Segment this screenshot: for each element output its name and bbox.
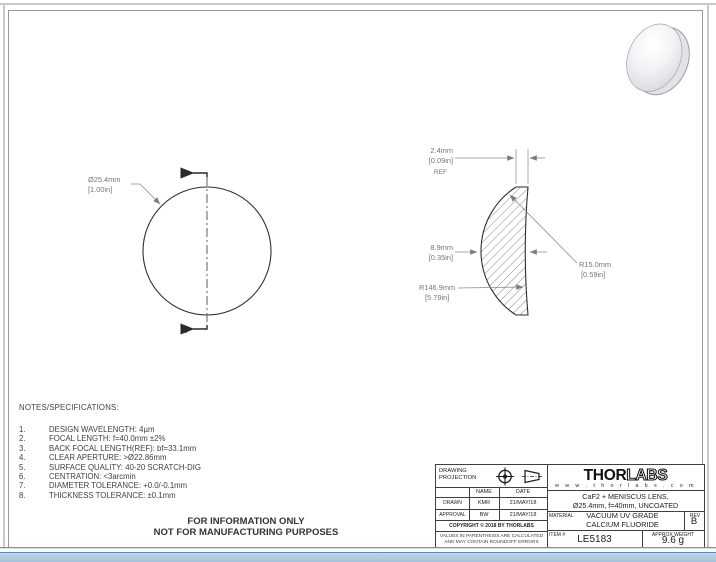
notes-block <box>19 403 349 500</box>
weight-label: APPROX WEIGHT <box>651 531 695 538</box>
section-arrow-bottom <box>193 325 207 329</box>
parenthesis-note-line1: VALUES IN PARENTHESIS ARE CALCULATED <box>439 533 544 539</box>
edge-thickness-ref: REF <box>433 169 447 176</box>
note-text: DIAMETER TOLERANCE: +0.0/-0.1mm <box>49 481 188 491</box>
logo-thor-text: THOR <box>583 467 627 484</box>
window-bottom-divider-highlight <box>0 548 716 549</box>
drawn-label: DRAWN <box>443 500 462 506</box>
projection-symbols <box>494 467 544 486</box>
note-number: 3. <box>19 443 26 453</box>
center-thickness-in: [0.35in] <box>428 253 453 262</box>
logo-labs-text: LABS <box>626 467 668 484</box>
disclaimer-line1: FOR INFORMATION ONLY <box>187 516 305 527</box>
drawn-name: KMR <box>477 500 491 506</box>
window-left-edge <box>3 3 5 548</box>
note-number: 5. <box>19 462 26 472</box>
position-target-icon <box>496 468 514 486</box>
note-item <box>19 444 349 453</box>
radius2-mm: R146.9mm <box>419 283 456 292</box>
window-right-edge <box>707 3 709 548</box>
note-number: 1. <box>19 425 26 434</box>
note-number: 6. <box>19 472 26 482</box>
parenthesis-note-line2: AND MAY CONTAIN ROUNDOFF ERRORS <box>444 539 539 545</box>
disclaimer-line2: NOT FOR MANUFACTURING PURPOSES <box>153 527 339 538</box>
section-view <box>419 146 611 315</box>
radius2-in: [5.79in] <box>425 293 450 302</box>
disclaimer <box>96 516 396 538</box>
description-line2: Ø25.4mm, f=40mm, UNCOATED <box>572 501 679 510</box>
name-header: NAME <box>476 489 492 495</box>
material-line2: CALCIUM FLUORIDE <box>586 520 659 529</box>
radius1-in: [0.59in] <box>581 270 606 279</box>
rev-value: B <box>690 516 698 527</box>
status-bar <box>0 552 716 562</box>
note-item <box>19 472 349 481</box>
note-item <box>19 453 349 462</box>
diameter-label-in: [1.00in] <box>88 185 113 194</box>
note-item <box>19 434 349 443</box>
drawing-sheet <box>8 10 703 548</box>
description-line1: CaF2 + MENISCUS LENS, <box>582 492 669 501</box>
material-line1: VACUUM UV GRADE <box>586 511 659 521</box>
note-text: FOCAL LENGTH: f=40.0mm ±2% <box>49 434 166 444</box>
diameter-leader-line <box>131 184 160 204</box>
parenthesis-note <box>436 531 547 548</box>
window-top-edge <box>0 3 716 5</box>
note-text: THICKNESS TOLERANCE: ±0.1mm <box>49 490 176 500</box>
edge-thickness-mm: 2.4mm <box>430 146 453 155</box>
note-text: BACK FOCAL LENGTH(REF): bf=33.1mm <box>49 443 197 453</box>
projection-label: DRAWING PROJECTION <box>439 468 477 481</box>
note-text: CENTRATION: <3arcmin <box>49 472 136 482</box>
section-label-bottom: A <box>180 325 187 335</box>
note-number: 2. <box>19 434 26 444</box>
item-number: LE5183 <box>577 534 612 545</box>
edge-thickness-in: [0.09in] <box>428 156 453 165</box>
section-label-top: A <box>180 168 187 178</box>
note-text: CLEAR APERTURE: >Ø22.86mm <box>49 453 167 463</box>
note-item <box>19 491 349 500</box>
rev-label: REV <box>689 512 701 519</box>
note-text: SURFACE QUALITY: 40-20 SCRATCH-DIG <box>49 462 201 472</box>
notes-list <box>19 425 349 500</box>
item-label: ITEM # <box>549 531 566 538</box>
note-item <box>19 463 349 472</box>
note-item <box>19 481 349 490</box>
title-block <box>435 464 705 549</box>
lens-3d-render <box>616 15 699 103</box>
website-url: w w w . t h o r l a b s . c o m <box>555 483 696 489</box>
weight-value: 9.6 g <box>661 535 685 546</box>
section-arrow-top <box>193 173 207 177</box>
radius1-mm: R15.0mm <box>579 260 612 269</box>
note-number: 4. <box>19 453 26 463</box>
part-description <box>547 491 704 511</box>
approval-name: BW <box>479 511 489 518</box>
thorlabs-logo <box>547 465 704 483</box>
note-number: 8. <box>19 490 26 500</box>
note-number: 7. <box>19 481 26 491</box>
projection-cone-icon <box>522 471 543 483</box>
front-view <box>88 168 271 335</box>
note-text: DESIGN WAVELENGTH: 4µm <box>49 425 155 434</box>
drawn-date: 21/MAY/18 <box>509 500 537 506</box>
date-header: DATE <box>515 489 531 495</box>
note-item <box>19 425 349 434</box>
material-label: MATERIAL <box>549 512 574 519</box>
approval-label: APPROVAL <box>439 511 466 518</box>
copyright-text: COPYRIGHT © 2018 BY THORLABS <box>449 522 534 529</box>
center-thickness-mm: 8.9mm <box>430 243 453 252</box>
notes-heading: NOTES/SPECIFICATIONS: <box>19 403 119 412</box>
diameter-label-mm: Ø25.4mm <box>88 175 121 184</box>
material-value <box>561 512 684 530</box>
approval-date: 21/MAY/18 <box>509 511 537 518</box>
